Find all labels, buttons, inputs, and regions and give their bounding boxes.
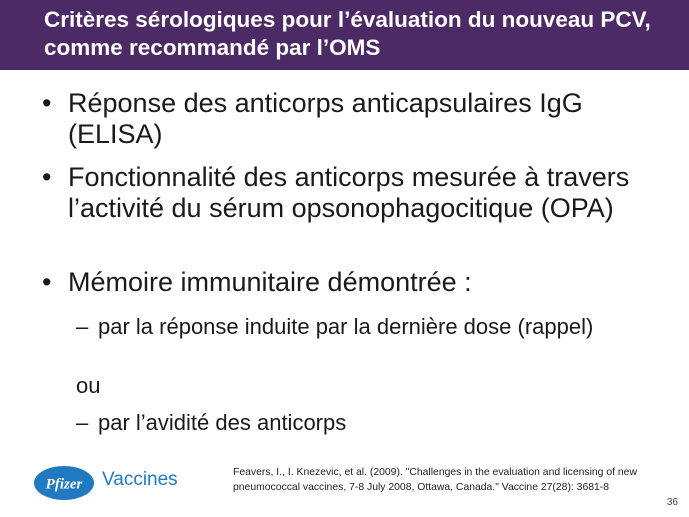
or-text: ou: [76, 373, 101, 398]
bullet-marker: •: [42, 267, 52, 297]
sub-marker: –: [76, 410, 89, 435]
brand-name: Vaccines: [102, 469, 178, 490]
bullet-marker: •: [42, 162, 52, 192]
logo-text: Pfizer: [45, 476, 83, 493]
sub-marker: –: [76, 314, 89, 339]
bullet-text: Réponse des anticorps anticapsulaires IgG (ELISA): [68, 88, 583, 149]
slide-title: Critères sérologiques pour l’évaluation du nouveau PCV, comme recommandé par l’OMS: [44, 7, 651, 60]
citation: Feavers, I., I. Knezevic, et al. (2009). "Challenges in the evaluation and licensing of new pneumococcal vaccines, 7-8 July 2008, Ottawa, Canada." Vaccine 27(28): 3681-8: [233, 467, 637, 493]
title-bar: [0, 0, 689, 70]
page-number: 36: [666, 497, 678, 508]
sub-text: par l’avidité des anticorps: [98, 410, 347, 435]
bullet-text: Fonctionnalité des anticorps mesurée à travers l’activité du sérum opsonophagocitique (OPA): [68, 162, 630, 223]
pfizer-logo: [33, 464, 95, 502]
bullet-marker: •: [42, 88, 52, 118]
sub-text: par la réponse induite par la dernière dose (rappel): [98, 314, 594, 339]
bullet-text: Mémoire immunitaire démontrée :: [68, 267, 472, 297]
